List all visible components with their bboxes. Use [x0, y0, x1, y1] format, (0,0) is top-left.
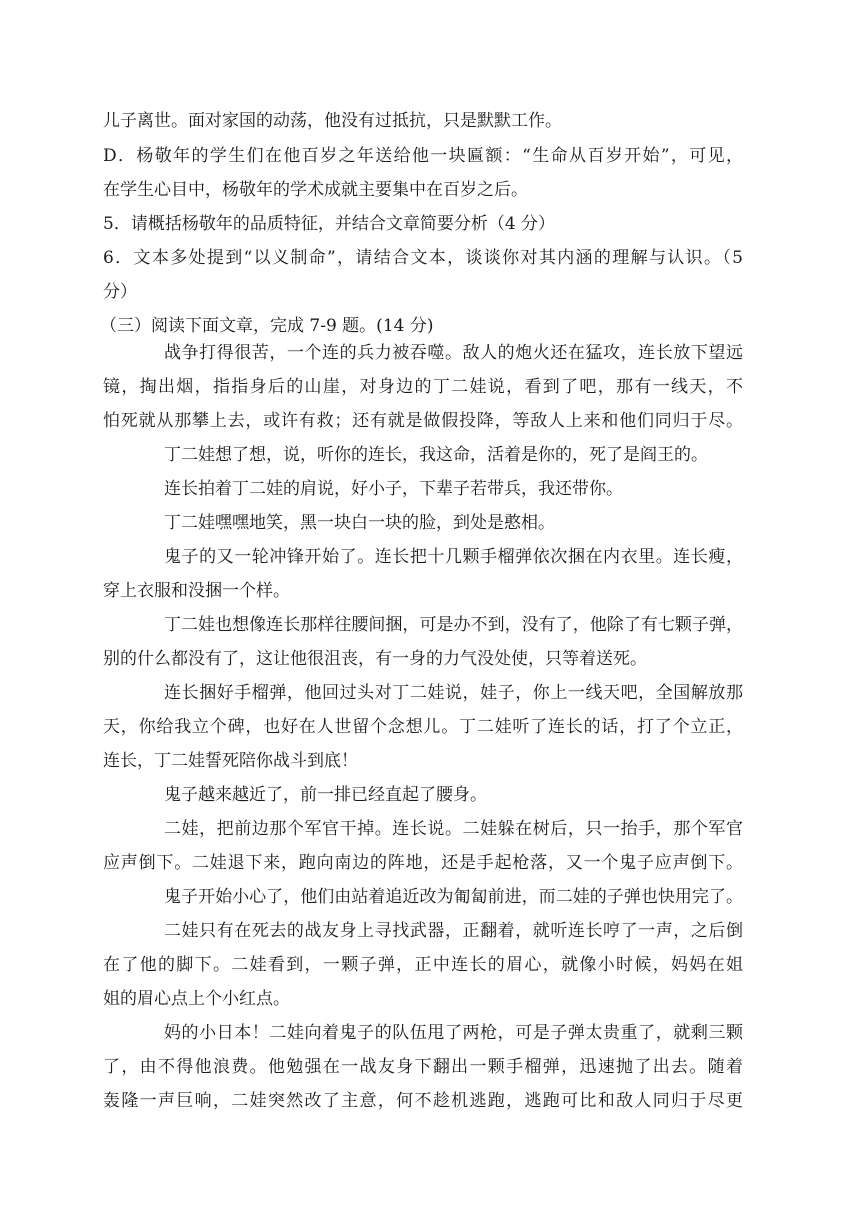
section-heading: （三）阅读下面文章，完成 7-9 题。(14 分) — [100, 316, 434, 336]
paragraph-line: 在了他的脚下。二娃看到，一颗子弹，正中连长的眉心，就像小时候，妈妈在姐 — [103, 955, 743, 975]
paragraph-line: 穿上衣服和没捆一个样。 — [103, 581, 290, 601]
paragraph-line: 丁二娃嘿嘿地笑，黑一块白一块的脸，到处是憨相。 — [164, 513, 555, 533]
paragraph-line: 连长捆好手榴弹，他回过头对丁二娃说，娃子，你上一线天吧，全国解放那 — [164, 683, 743, 703]
question-6-line-2: 分） — [103, 282, 137, 302]
paragraph-line: 丁二娃也想像连长那样往腰间捆，可是办不到，没有了，他除了有七颗子弹， — [164, 615, 743, 635]
paragraph-line: 轰隆一声巨响，二娃突然改了主意，何不趁机逃跑，逃跑可比和敌人同归于尽更 — [103, 1091, 743, 1111]
paragraph-line: 姐的眉心点上个小红点。 — [103, 989, 290, 1009]
paragraph-line: 怕死就从那攀上去，或许有救；还有就是做假投降，等敌人上来和他们同归于尽。 — [103, 411, 743, 431]
option-d-line-2: 在学生心目中，杨敬年的学术成就主要集中在百岁之后。 — [103, 180, 528, 200]
paragraph-line: 二娃只有在死去的战友身上寻找武器，正翻着，就听连长哼了一声，之后倒 — [164, 921, 743, 941]
text-line: 儿子离世。面对家国的动荡，他没有过抵抗，只是默默工作。 — [103, 111, 562, 131]
paragraph-line: 应声倒下。二娃退下来，跑向南边的阵地，还是手起枪落，又一个鬼子应声倒下。 — [103, 853, 743, 873]
paragraph-line: 战争打得很苦，一个连的兵力被吞噬。敌人的炮火还在猛攻，连长放下望远 — [164, 343, 743, 363]
question-5: 5．请概括杨敬年的品质特征，并结合文章简要分析（4 分） — [103, 214, 556, 234]
paragraph-line: 连长，丁二娃誓死陪你战斗到底！ — [103, 751, 358, 771]
paragraph-line: 二娃，把前边那个军官干掉。连长说。二娃躲在树后，只一抬手，那个军官 — [164, 819, 743, 839]
paragraph-line: 镜，掏出烟，指指身后的山崖，对身边的丁二娃说，看到了吧，那有一线天，不 — [103, 377, 743, 397]
paragraph-line: 别的什么都没有了，这让他很沮丧，有一身的力气没处使，只等着送死。 — [103, 649, 647, 669]
paragraph-line: 天，你给我立个碑，也好在人世留个念想儿。丁二娃听了连长的话，打了个立正， — [103, 717, 743, 737]
paragraph-line: 了，由不得他浪费。他勉强在一战友身下翻出一颗手榴弹，迅速抛了出去。随着 — [103, 1057, 743, 1077]
option-d-line-1: D．杨敬年的学生们在他百岁之年送给他一块匾额：“生命从百岁开始”，可见， — [103, 146, 743, 166]
paragraph-line: 鬼子的又一轮冲锋开始了。连长把十几颗手榴弹依次捆在内衣里。连长瘦， — [164, 547, 743, 567]
paragraph-line: 鬼子越来越近了，前一排已经直起了腰身。 — [164, 785, 487, 805]
paragraph-line: 妈的小日本！二娃向着鬼子的队伍甩了两枪，可是子弹太贵重了，就剩三颗 — [164, 1023, 743, 1043]
paragraph-line: 丁二娃想了想，说，听你的连长，我这命，活着是你的，死了是阎王的。 — [164, 445, 708, 465]
question-6-line-1: 6．文本多处提到“以义制命”，请结合文本，谈谈你对其内涵的理解与认识。（5 — [103, 248, 743, 268]
paragraph-line: 鬼子开始小心了，他们由站着追近改为匍匐前进，而二娃的子弹也快用完了。 — [164, 887, 743, 907]
paragraph-line: 连长拍着丁二娃的肩说，好小子，下辈子若带兵，我还带你。 — [164, 479, 623, 499]
